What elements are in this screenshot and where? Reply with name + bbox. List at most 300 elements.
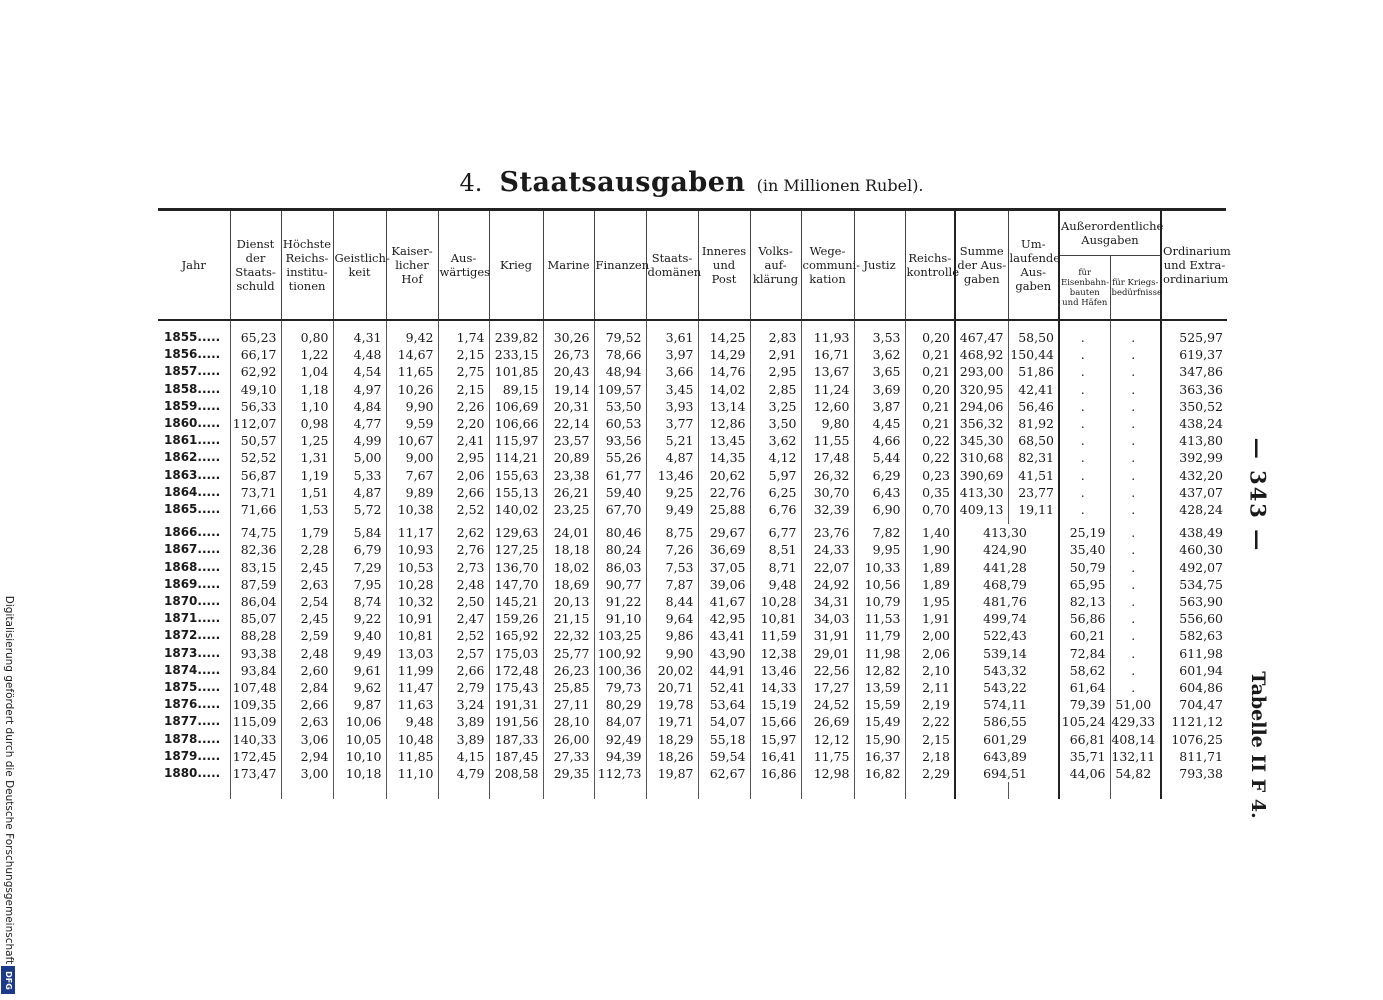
table-cell: 11,65 bbox=[386, 363, 438, 380]
table-cell: 7,82 bbox=[854, 524, 905, 541]
table-cell: 9,22 bbox=[333, 610, 386, 627]
spacer-cell bbox=[750, 320, 801, 329]
table-cell: 23,25 bbox=[543, 501, 594, 518]
row-year: 1880..... bbox=[164, 766, 221, 781]
table-cell: 2,59 bbox=[281, 627, 333, 644]
page-title bbox=[0, 168, 1383, 201]
table-cell: 2,66 bbox=[438, 662, 489, 679]
table-cell: 175,03 bbox=[489, 645, 543, 662]
table-cell: 5,33 bbox=[333, 467, 386, 484]
table-cell: 14,35 bbox=[698, 449, 750, 466]
table-cell: 8,71 bbox=[750, 559, 801, 576]
table-cell: 145,21 bbox=[489, 593, 543, 610]
table-cell: 11,53 bbox=[854, 610, 905, 627]
header-imperial-court: Kaiser-licher Hof bbox=[386, 211, 438, 320]
table-cell: 3,89 bbox=[438, 713, 489, 730]
table-cell: 109,35 bbox=[230, 696, 281, 713]
table-cell: 2,83 bbox=[750, 329, 801, 346]
table-cell: 11,93 bbox=[801, 329, 854, 346]
row-year: 1855..... bbox=[164, 330, 221, 344]
table-cell: 9,80 bbox=[801, 415, 854, 432]
table-cell: . bbox=[1059, 415, 1110, 432]
table-cell: 150,44 bbox=[1008, 346, 1059, 363]
table-cell: 136,70 bbox=[489, 559, 543, 576]
table-cell: 2,60 bbox=[281, 662, 333, 679]
table-cell: 14,33 bbox=[750, 679, 801, 696]
table-cell: . bbox=[1059, 329, 1110, 346]
table-cell: 56,33 bbox=[230, 398, 281, 415]
table-cell: 582,63 bbox=[1161, 627, 1227, 644]
table-cell: 4,12 bbox=[750, 449, 801, 466]
table-cell: 9,48 bbox=[386, 713, 438, 730]
row-year: 1872..... bbox=[164, 628, 221, 643]
table-cell: . bbox=[1059, 467, 1110, 484]
table-cell: 390,69 bbox=[955, 467, 1008, 484]
table-cell: 127,25 bbox=[489, 541, 543, 558]
table-cell: 7,26 bbox=[646, 541, 698, 558]
table-cell: 7,29 bbox=[333, 559, 386, 576]
table-cell: 0,21 bbox=[905, 346, 955, 363]
table-cell: 78,66 bbox=[594, 346, 646, 363]
table-cell: 9,25 bbox=[646, 484, 698, 501]
table-cell: 16,41 bbox=[750, 748, 801, 765]
table-cell: 44,91 bbox=[698, 662, 750, 679]
table-cell: 80,46 bbox=[594, 524, 646, 541]
table-cell: 83,15 bbox=[230, 559, 281, 576]
table-cell: 2,63 bbox=[281, 576, 333, 593]
spacer-cell bbox=[438, 782, 489, 799]
table-cell: 74,75 bbox=[230, 524, 281, 541]
table-cell: 9,90 bbox=[646, 645, 698, 662]
table-cell: 2,66 bbox=[438, 484, 489, 501]
spacer-cell bbox=[230, 320, 281, 329]
table-cell: 101,85 bbox=[489, 363, 543, 380]
table-cell: 10,10 bbox=[333, 748, 386, 765]
table-cell: 10,28 bbox=[750, 593, 801, 610]
table-row bbox=[158, 662, 1227, 679]
table-cell: . bbox=[1110, 524, 1161, 541]
table-cell: . bbox=[1110, 467, 1161, 484]
table-cell: 54,07 bbox=[698, 713, 750, 730]
table-cell: 10,06 bbox=[333, 713, 386, 730]
table-cell: 22,07 bbox=[801, 559, 854, 576]
spacer-cell bbox=[543, 320, 594, 329]
table-cell: 2,15 bbox=[905, 731, 955, 748]
table-cell: 7,67 bbox=[386, 467, 438, 484]
table-cell: 15,49 bbox=[854, 713, 905, 730]
expenditure-table-wrapper bbox=[158, 208, 1231, 799]
table-cell: 3,00 bbox=[281, 765, 333, 782]
table-cell: 4,77 bbox=[333, 415, 386, 432]
table-cell: 3,24 bbox=[438, 696, 489, 713]
table-cell: 310,68 bbox=[955, 449, 1008, 466]
spacer-cell bbox=[1008, 782, 1059, 799]
table-cell: 11,55 bbox=[801, 432, 854, 449]
table-cell: 103,25 bbox=[594, 627, 646, 644]
table-cell: 18,02 bbox=[543, 559, 594, 576]
table-cell: 41,67 bbox=[698, 593, 750, 610]
spacer-cell bbox=[905, 782, 955, 799]
table-cell: 35,40 bbox=[1059, 541, 1110, 558]
table-cell: 0,21 bbox=[905, 398, 955, 415]
table-cell: . bbox=[1110, 329, 1161, 346]
table-cell-total: 574,11 bbox=[955, 696, 1059, 713]
table-cell: 20,71 bbox=[646, 679, 698, 696]
table-cell: 82,36 bbox=[230, 541, 281, 558]
table-row bbox=[158, 593, 1227, 610]
table-cell: 6,29 bbox=[854, 467, 905, 484]
table-cell: 66,81 bbox=[1059, 731, 1110, 748]
table-row bbox=[158, 627, 1227, 644]
table-cell: 105,24 bbox=[1059, 713, 1110, 730]
table-cell: 2,15 bbox=[438, 381, 489, 398]
row-year: 1867..... bbox=[164, 542, 221, 557]
table-cell: 468,92 bbox=[955, 346, 1008, 363]
table-cell: 56,86 bbox=[1059, 610, 1110, 627]
table-cell: 11,17 bbox=[386, 524, 438, 541]
table-cell: 11,59 bbox=[750, 627, 801, 644]
table-cell: 2,66 bbox=[281, 696, 333, 713]
spacer-cell bbox=[489, 320, 543, 329]
table-cell: 2,06 bbox=[905, 645, 955, 662]
table-cell: 79,39 bbox=[1059, 696, 1110, 713]
spacer-cell bbox=[801, 782, 854, 799]
table-cell: 6,25 bbox=[750, 484, 801, 501]
row-year: 1859..... bbox=[164, 398, 221, 413]
title-unit: (in Millionen Rubel). bbox=[756, 176, 924, 195]
table-cell: 1,89 bbox=[905, 559, 955, 576]
row-year: 1876..... bbox=[164, 697, 221, 712]
table-cell: 42,41 bbox=[1008, 381, 1059, 398]
table-cell: 3,77 bbox=[646, 415, 698, 432]
table-cell: 320,95 bbox=[955, 381, 1008, 398]
table-cell: . bbox=[1110, 610, 1161, 627]
table-cell: 15,19 bbox=[750, 696, 801, 713]
table-cell: 62,92 bbox=[230, 363, 281, 380]
table-cell: 4,99 bbox=[333, 432, 386, 449]
table-cell-total: 413,30 bbox=[955, 524, 1059, 541]
table-cell: 1,51 bbox=[281, 484, 333, 501]
table-cell: 86,04 bbox=[230, 593, 281, 610]
table-cell: 2,84 bbox=[281, 679, 333, 696]
table-cell: . bbox=[1059, 346, 1110, 363]
table-reference-text: Tabelle II F 4. bbox=[1247, 671, 1269, 819]
table-cell: 5,97 bbox=[750, 467, 801, 484]
table-row bbox=[158, 449, 1227, 466]
table-row bbox=[158, 524, 1227, 541]
table-cell: 2,48 bbox=[438, 576, 489, 593]
table-cell: 71,66 bbox=[230, 501, 281, 518]
table-cell: 347,86 bbox=[1161, 363, 1227, 380]
table-cell: 2,52 bbox=[438, 627, 489, 644]
table-cell: 413,80 bbox=[1161, 432, 1227, 449]
table-cell: 91,22 bbox=[594, 593, 646, 610]
table-row bbox=[158, 329, 1227, 346]
table-cell: 7,87 bbox=[646, 576, 698, 593]
row-year: 1875..... bbox=[164, 680, 221, 695]
table-cell: 94,39 bbox=[594, 748, 646, 765]
table-cell: 19,14 bbox=[543, 381, 594, 398]
table-cell: 58,62 bbox=[1059, 662, 1110, 679]
table-cell: 3,69 bbox=[854, 381, 905, 398]
table-cell: . bbox=[1110, 346, 1161, 363]
spacer-cell bbox=[386, 320, 438, 329]
header-highest-institutions: Höchste Reichs-institu-tionen bbox=[281, 211, 333, 320]
spacer-cell bbox=[1161, 782, 1227, 799]
table-cell: 1,53 bbox=[281, 501, 333, 518]
row-year: 1868..... bbox=[164, 559, 221, 574]
table-cell: . bbox=[1110, 501, 1161, 518]
table-cell: 13,46 bbox=[646, 467, 698, 484]
table-cell: 18,26 bbox=[646, 748, 698, 765]
table-cell: 356,32 bbox=[955, 415, 1008, 432]
table-cell: 106,69 bbox=[489, 398, 543, 415]
table-cell: 20,02 bbox=[646, 662, 698, 679]
table-cell: 1,74 bbox=[438, 329, 489, 346]
table-cell: 4,31 bbox=[333, 329, 386, 346]
table-cell: 175,43 bbox=[489, 679, 543, 696]
table-cell: 10,32 bbox=[386, 593, 438, 610]
table-cell: 4,66 bbox=[854, 432, 905, 449]
spacer-cell bbox=[646, 782, 698, 799]
table-row bbox=[158, 696, 1227, 713]
table-cell: 23,38 bbox=[543, 467, 594, 484]
table-cell: 43,90 bbox=[698, 645, 750, 662]
spacer-row-bottom bbox=[158, 782, 1227, 799]
row-year: 1873..... bbox=[164, 645, 221, 660]
header-year: Jahr bbox=[158, 211, 230, 320]
table-cell-total: 694,51 bbox=[955, 765, 1059, 782]
title-main: Staatsausgaben bbox=[499, 167, 746, 198]
subheader-war-needs: für Kriegs-bedürfnisse bbox=[1110, 256, 1161, 320]
table-cell: 10,26 bbox=[386, 381, 438, 398]
table-cell: 363,36 bbox=[1161, 381, 1227, 398]
table-cell: 18,69 bbox=[543, 576, 594, 593]
table-cell: 67,70 bbox=[594, 501, 646, 518]
table-cell-total: 499,74 bbox=[955, 610, 1059, 627]
table-cell: 2,85 bbox=[750, 381, 801, 398]
table-cell: . bbox=[1110, 415, 1161, 432]
table-cell: 26,32 bbox=[801, 467, 854, 484]
spacer-cell bbox=[750, 782, 801, 799]
table-cell: 437,07 bbox=[1161, 484, 1227, 501]
table-cell: 60,53 bbox=[594, 415, 646, 432]
table-row bbox=[158, 679, 1227, 696]
table-cell: 0,80 bbox=[281, 329, 333, 346]
table-cell: 89,15 bbox=[489, 381, 543, 398]
table-cell: 90,77 bbox=[594, 576, 646, 593]
table-cell: 1,19 bbox=[281, 467, 333, 484]
table-row bbox=[158, 346, 1227, 363]
table-cell: 2,11 bbox=[905, 679, 955, 696]
table-cell: . bbox=[1110, 363, 1161, 380]
table-cell: 1121,12 bbox=[1161, 713, 1227, 730]
page-number bbox=[1238, 437, 1278, 553]
table-cell-total: 543,32 bbox=[955, 662, 1059, 679]
table-cell: 24,92 bbox=[801, 576, 854, 593]
row-year: 1874..... bbox=[164, 662, 221, 677]
table-cell: 66,17 bbox=[230, 346, 281, 363]
table-cell: 60,21 bbox=[1059, 627, 1110, 644]
table-cell: 31,91 bbox=[801, 627, 854, 644]
table-cell: 12,86 bbox=[698, 415, 750, 432]
table-cell: 159,26 bbox=[489, 610, 543, 627]
table-body bbox=[158, 320, 1227, 799]
table-cell: 115,97 bbox=[489, 432, 543, 449]
table-cell: 9,90 bbox=[386, 398, 438, 415]
header-extraordinary-expenditure: Außerordentliche Ausgaben bbox=[1059, 211, 1161, 256]
spacer-cell bbox=[333, 782, 386, 799]
table-cell: 10,67 bbox=[386, 432, 438, 449]
table-cell: 1076,25 bbox=[1161, 731, 1227, 748]
row-year: 1858..... bbox=[164, 381, 221, 396]
table-cell: 93,84 bbox=[230, 662, 281, 679]
table-cell: 20,89 bbox=[543, 449, 594, 466]
table-cell: 11,98 bbox=[854, 645, 905, 662]
table-cell: 12,38 bbox=[750, 645, 801, 662]
table-cell: 10,93 bbox=[386, 541, 438, 558]
table-cell: 72,84 bbox=[1059, 645, 1110, 662]
table-cell: 7,53 bbox=[646, 559, 698, 576]
table-cell: 0,22 bbox=[905, 432, 955, 449]
table-cell: . bbox=[1059, 484, 1110, 501]
table-cell: 4,15 bbox=[438, 748, 489, 765]
table-cell: 29,35 bbox=[543, 765, 594, 782]
table-cell: 12,98 bbox=[801, 765, 854, 782]
table-row bbox=[158, 765, 1227, 782]
table-cell: 26,00 bbox=[543, 731, 594, 748]
table-cell: 9,49 bbox=[646, 501, 698, 518]
spacer-cell bbox=[905, 320, 955, 329]
table-cell: 3,62 bbox=[854, 346, 905, 363]
table-cell: 345,30 bbox=[955, 432, 1008, 449]
table-cell: 534,75 bbox=[1161, 576, 1227, 593]
table-cell: 10,56 bbox=[854, 576, 905, 593]
spacer-cell bbox=[1161, 320, 1227, 329]
table-cell: 100,92 bbox=[594, 645, 646, 662]
table-cell: 9,00 bbox=[386, 449, 438, 466]
row-year: 1878..... bbox=[164, 731, 221, 746]
table-cell-total: 643,89 bbox=[955, 748, 1059, 765]
table-cell: . bbox=[1110, 576, 1161, 593]
table-cell: 12,60 bbox=[801, 398, 854, 415]
row-year: 1864..... bbox=[164, 484, 221, 499]
table-cell: 34,03 bbox=[801, 610, 854, 627]
table-cell: 52,41 bbox=[698, 679, 750, 696]
table-cell: 2,19 bbox=[905, 696, 955, 713]
table-cell-total: 586,55 bbox=[955, 713, 1059, 730]
table-cell: 16,37 bbox=[854, 748, 905, 765]
table-cell: . bbox=[1110, 398, 1161, 415]
table-cell: 44,06 bbox=[1059, 765, 1110, 782]
table-cell: 50,79 bbox=[1059, 559, 1110, 576]
spacer-cell bbox=[594, 320, 646, 329]
row-year: 1879..... bbox=[164, 748, 221, 763]
spacer-cell bbox=[698, 782, 750, 799]
table-cell: 93,56 bbox=[594, 432, 646, 449]
header-education: Volks-auf-klärung bbox=[750, 211, 801, 320]
table-cell: 49,10 bbox=[230, 381, 281, 398]
table-cell: 15,90 bbox=[854, 731, 905, 748]
table-reference bbox=[1238, 671, 1278, 819]
table-cell: 19,87 bbox=[646, 765, 698, 782]
table-cell: 793,38 bbox=[1161, 765, 1227, 782]
table-cell: 26,21 bbox=[543, 484, 594, 501]
spacer-cell bbox=[955, 320, 1008, 329]
table-cell: 59,54 bbox=[698, 748, 750, 765]
table-cell: 438,49 bbox=[1161, 524, 1227, 541]
table-cell: 34,31 bbox=[801, 593, 854, 610]
table-cell: 2,73 bbox=[438, 559, 489, 576]
table-cell: 55,26 bbox=[594, 449, 646, 466]
spacer-cell bbox=[1110, 782, 1161, 799]
table-cell: 4,48 bbox=[333, 346, 386, 363]
table-cell: 114,21 bbox=[489, 449, 543, 466]
table-cell: 3,25 bbox=[750, 398, 801, 415]
table-cell: . bbox=[1110, 559, 1161, 576]
table-cell: 10,33 bbox=[854, 559, 905, 576]
spacer-cell bbox=[955, 782, 1008, 799]
table-cell: 18,29 bbox=[646, 731, 698, 748]
table-cell: 84,07 bbox=[594, 713, 646, 730]
table-cell: 140,33 bbox=[230, 731, 281, 748]
table-cell: 3,50 bbox=[750, 415, 801, 432]
table-cell: 9,95 bbox=[854, 541, 905, 558]
spacer-cell bbox=[281, 782, 333, 799]
table-cell: 4,45 bbox=[854, 415, 905, 432]
table-cell: 13,59 bbox=[854, 679, 905, 696]
table-cell: 11,75 bbox=[801, 748, 854, 765]
table-cell: 22,14 bbox=[543, 415, 594, 432]
spacer-cell bbox=[698, 320, 750, 329]
table-cell: 85,07 bbox=[230, 610, 281, 627]
table-cell: 187,33 bbox=[489, 731, 543, 748]
table-cell: 2,50 bbox=[438, 593, 489, 610]
table-cell: 20,31 bbox=[543, 398, 594, 415]
table-cell: 17,27 bbox=[801, 679, 854, 696]
table-cell: 14,29 bbox=[698, 346, 750, 363]
table-cell: 10,81 bbox=[750, 610, 801, 627]
table-cell: 604,86 bbox=[1161, 679, 1227, 696]
table-cell: 23,76 bbox=[801, 524, 854, 541]
table-cell: 172,48 bbox=[489, 662, 543, 679]
spacer-cell bbox=[281, 320, 333, 329]
table-cell: 9,40 bbox=[333, 627, 386, 644]
table-cell-total: 539,14 bbox=[955, 645, 1059, 662]
table-row bbox=[158, 381, 1227, 398]
table-cell: 428,24 bbox=[1161, 501, 1227, 518]
table-cell: 9,42 bbox=[386, 329, 438, 346]
header-current-expenditure: Um-laufende Aus-gaben bbox=[1008, 211, 1059, 320]
table-cell: 2,20 bbox=[438, 415, 489, 432]
table-cell: 2,54 bbox=[281, 593, 333, 610]
table-cell: 10,48 bbox=[386, 731, 438, 748]
table-cell: 29,01 bbox=[801, 645, 854, 662]
table-row bbox=[158, 559, 1227, 576]
row-year: 1877..... bbox=[164, 714, 221, 729]
table-cell: 10,28 bbox=[386, 576, 438, 593]
table-cell: 9,49 bbox=[333, 645, 386, 662]
table-cell: 109,57 bbox=[594, 381, 646, 398]
table-cell: 4,79 bbox=[438, 765, 489, 782]
table-cell: 73,71 bbox=[230, 484, 281, 501]
table-cell-total: 543,22 bbox=[955, 679, 1059, 696]
table-cell: 42,95 bbox=[698, 610, 750, 627]
table-cell: 1,22 bbox=[281, 346, 333, 363]
table-cell: 2,95 bbox=[750, 363, 801, 380]
table-cell: 2,63 bbox=[281, 713, 333, 730]
table-cell: 4,87 bbox=[333, 484, 386, 501]
